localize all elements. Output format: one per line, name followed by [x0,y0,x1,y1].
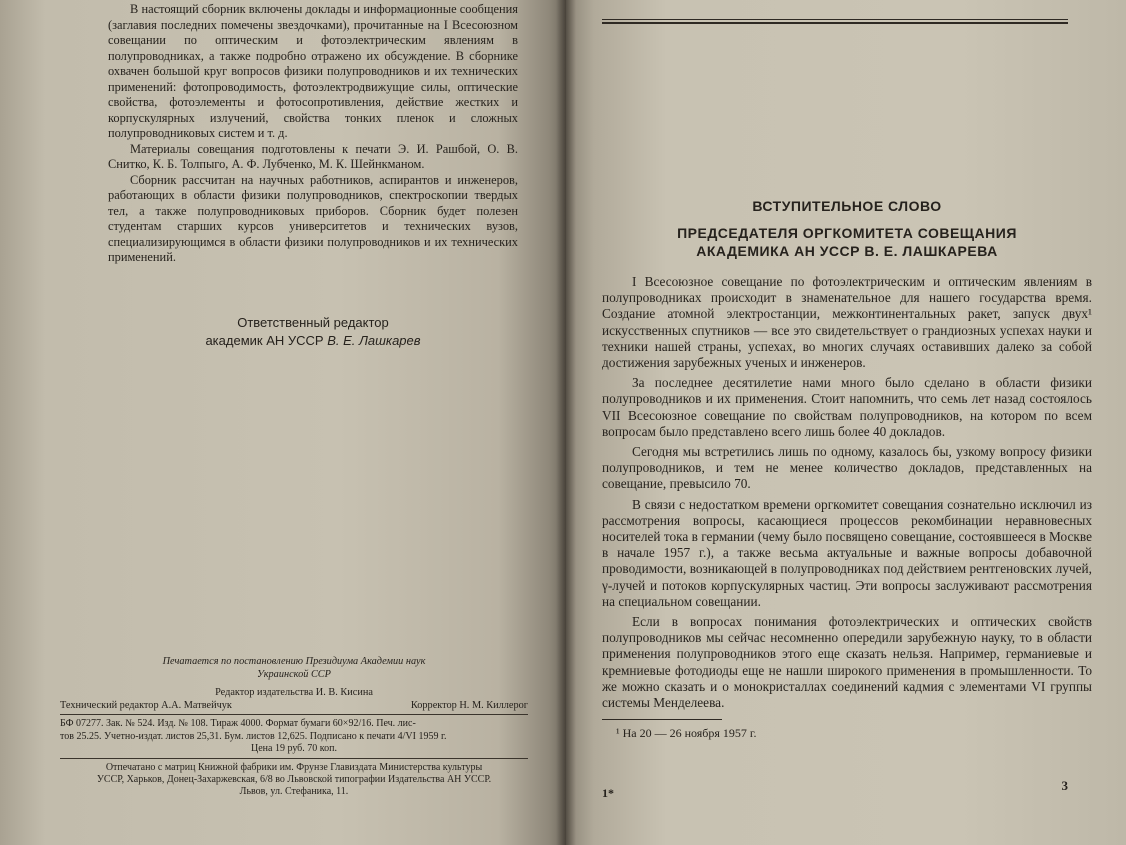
title-line: ВСТУПИТЕЛЬНОЕ СЛОВО [752,198,942,214]
editors-row [60,700,528,713]
imprint-divider [60,758,528,759]
printing-info: Отпечатано с матриц Книжной фабрики им. Фрунзе Главиздата Министерства культуры [105,761,483,773]
proofreader: Корректор Н. М. Киллерог [410,699,528,711]
title-line: ПРЕДСЕДАТЕЛЯ ОРГКОМИТЕТА СОВЕЩАНИЯ [677,225,1017,241]
collection-description [108,2,518,266]
printing-address: Львов, ул. Стефаника, 11. [239,786,349,798]
responsible-editor-title: академик АН УССР [205,332,328,348]
body-paragraph: Сегодня мы встретились лишь по одному, казалось бы, узкому вопросу физики полупроводников, и тем не менее количество докладов, представленных на совещание, превысило 70. [602,444,1092,492]
technical-editor: Технический редактор А.А. Матвейчук [60,699,232,711]
chapter-title [602,196,1092,260]
price: Цена 19 руб. 70 коп. [251,742,337,754]
body-paragraph: За последнее десятилетие нами много было сделано в области физики полупроводников и их применения. Стоит напомнить, что семь лет назад состоялось VII Всесоюзное совещание по свойствам полупроводников, на котором по всем вопросам было представлено всего лишь более 40 докладов. [602,375,1092,439]
right-page [566,0,1126,845]
intro-paragraph: Сборник рассчитан на научных работников, аспирантов и инженеров, работающих в области физики полупроводников, спектроскопии твердых тел, а также полупроводниковых приборов. Сборник будет полезен студентам старших курсов университетов и технических вузов, специализирующимся в области физики полупроводников и их технических применений. [108,172,518,264]
speech-text [602,274,1092,711]
footnote-rule [602,719,722,720]
signature-mark: 1* [602,786,614,800]
page-number: 3 [1061,778,1068,793]
publisher-editor: Редактор издательства И. В. Кисина [215,687,373,699]
printing-info-cont: УССР, Харьков, Донец-Захаржевская, 6/8 во Львовской типографии Издательства АН УССР. [96,774,492,786]
responsible-editor-label: Ответственный редактор [237,314,389,330]
responsible-editor-block [108,314,518,350]
imprint-divider [60,714,528,715]
title-line: АКАДЕМИКА АН УССР В. Е. ЛАШКАРЕВА [696,243,998,259]
header-rule-thick [602,22,1068,24]
body-paragraph: Если в вопросах понимания фотоэлектрических и оптических свойств полупроводников мы сейчас несомненно опередили зарубежную науку, то в области применения полупроводников этого еще сказать нельзя. Например, германиевые и кремниевые фотодиоды еще не нашли широкого применения в промышленности. То же можно сказать и о монокристаллах соединений кадмия с элементами VI группы системы Менделеева. [602,614,1092,711]
body-paragraph: I Всесоюзное совещание по фотоэлектрическим и оптическим явлениям в полупроводниках происходит в знаменательное для нашего государства время. Создание атомной электростанции, межконтинентальных ракет, запуск двух¹ искусственных спутников — все это свидетельствует о грандиозных успехах науки и техники нашей страны, успехах, во многих случаях оставивших далеко за собой достижения зарубежных ученых и инженеров. [602,274,1092,371]
footnote: ¹ На 20 — 26 ноября 1957 г. [616,726,757,741]
header-rule-thin [602,19,1068,20]
print-resolution-cont: Украинской ССР [257,668,331,680]
imprint-block [60,656,528,799]
responsible-editor-name: В. Е. Лашкарев [327,332,421,348]
publication-details: БФ 07277. Зак. № 524. Изд. № 108. Тираж 4000. Формат бумаги 60×92/16. Печ. лис- [60,718,416,730]
intro-paragraph: Материалы совещания подготовлены к печати Э. И. Рашбой, О. В. Снитко, К. Б. Толпыго, А. Ф. Лубченко, М. К. Шейнкманом. [108,141,518,171]
body-paragraph: В связи с недостатком времени оргкомитет совещания сознательно исключил из рассмотрения вопросы, касающиеся процессов рекомбинации неравновесных носителей тока в германии (чему было посвящено совещание, состоявшееся в Москве в начале 1957 г.), а также весьма актуальные и важные вопросы добавочной проводимости, возникающей в полупроводниках под действием рентгеновских лучей, γ-лучей и потоков корпускулярных частиц. Эти вопросы заслуживают рассмотрения на специальном совещании. [602,496,1092,609]
publication-details-cont: тов 25.25. Учетно-издат. листов 25,31. Бум. листов 12,625. Подписано к печати 4/VI 1959 г. [60,730,447,742]
print-resolution: Печатается по постановлению Президиума Академии наук [162,656,426,667]
responsible-editor-line [108,332,518,350]
intro-paragraph: В настоящий сборник включены доклады и информационные сообщения (заглавия последних помечены звездочками), прочитанные на I Всесоюзном совещании по оптическим и фотоэлектрическим явлениям в полупроводниках, а также подробно отражено их обсуждение. В сборнике охвачен большой круг вопросов физики полупроводников и их технических применений: фотопроводимость, фотоэлектродвижущие силы, оптические свойства, фотоэлементы и фотосопротивления, действие жестких и корпускулярных излучений, свойства тонких пленок и сложных полупроводниковых систем и т. д. [108,2,518,140]
book-gutter [556,0,576,845]
